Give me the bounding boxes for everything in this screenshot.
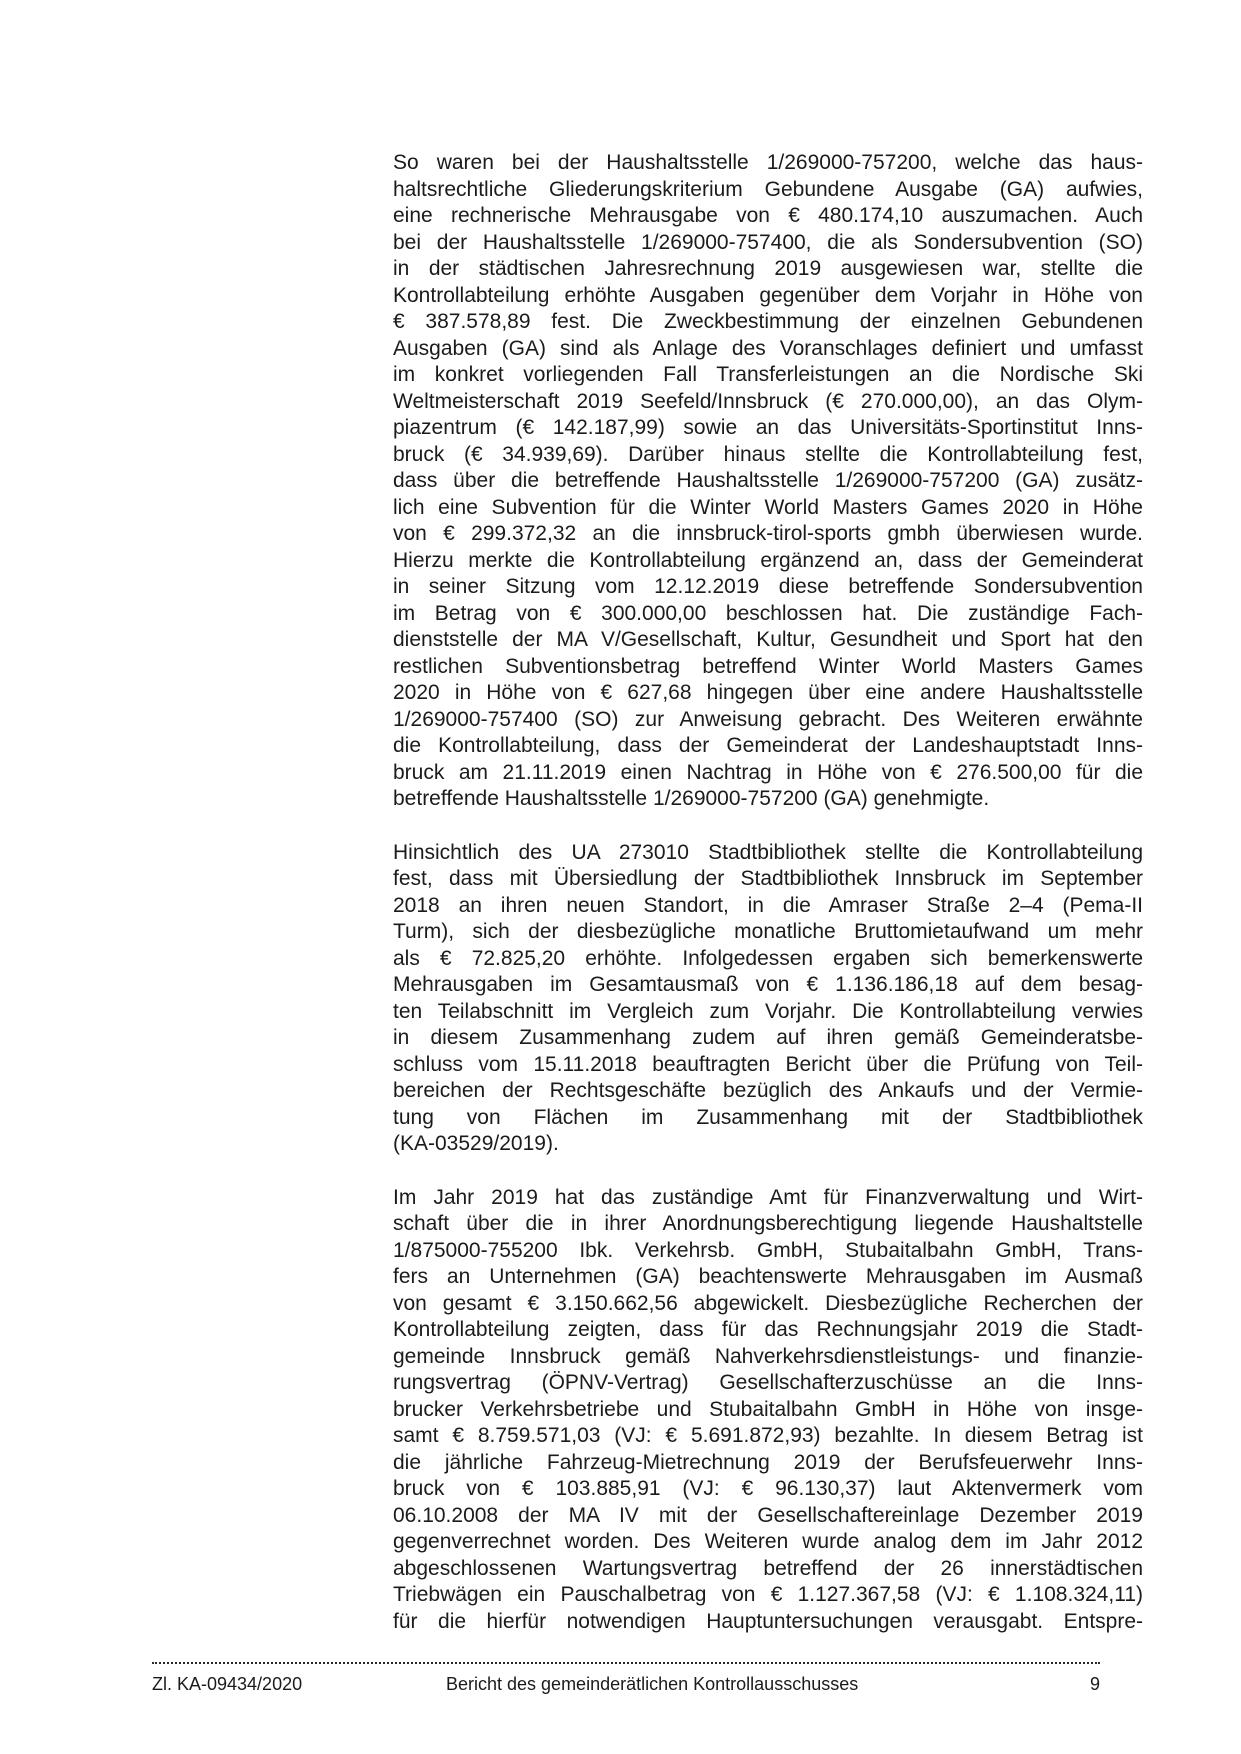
text-line: in der städtischen Jahresrechnung 2019 ausgewiesen war, stellte die (393, 257, 1143, 280)
footer-doc-title: Bericht des gemeinderätlichen Kontrollausschusses (446, 1674, 859, 1694)
text-line: ten Teilabschnitt im Vergleich zum Vorjahr. Die Kontrollabteilung verwies (393, 999, 1143, 1023)
text-line: € 387.578,89 fest. Die Zweckbestimmung der einzelnen Gebundenen (393, 310, 1143, 333)
text-line: Weltmeisterschaft 2019 Seefeld/Innsbruck (€ 270.000,00), an das Olym- (393, 389, 1143, 413)
text-line: haltsrechtliche Gliederungskriterium Gebundene Ausgabe (GA) aufwies, (393, 177, 1143, 201)
text-line: von € 299.372,32 an die innsbruck-tirol-sports gmbh überwiesen wurde. (393, 522, 1143, 545)
text-line: bruck von € 103.885,91 (VJ: € 96.130,37) laut Aktenvermerk vom (393, 1477, 1143, 1500)
footer-doc-number: Zl. KA-09434/2020 (152, 1674, 303, 1694)
text-line: eine rechnerische Mehrausgabe von € 480.174,10 auszumachen. Auch (393, 204, 1143, 227)
text-line: schaft über die in ihrer Anordnungsberechtigung liegende Haushaltstelle (393, 1212, 1143, 1235)
text-line: die Kontrollabteilung, dass der Gemeinderat der Landeshauptstadt Inns- (393, 734, 1143, 757)
text-line: die jährliche Fahrzeug-Mietrechnung 2019 der Berufsfeuerwehr Inns- (393, 1450, 1143, 1474)
text-line: abgeschlossenen Wartungsvertrag betreffend der 26 innerstädtischen (393, 1556, 1143, 1580)
text-line: brucker Verkehrsbetriebe und Stubaitalbahn GmbH in Höhe von insge- (393, 1397, 1143, 1421)
text-line: Turm), sich der diesbezügliche monatliche Bruttomietaufwand um mehr (393, 920, 1143, 943)
text-line: restlichen Subventionsbetrag betreffend Winter World Masters Games (393, 654, 1143, 678)
text-line: als € 72.825,20 erhöhte. Infolgedessen ergaben sich bemerkenswerte (393, 946, 1143, 970)
text-line: (KA-03529/2019). (393, 1132, 559, 1155)
text-line: So waren bei der Haushaltsstelle 1/269000-757200, welche das haus- (393, 151, 1143, 174)
text-line: fers an Unternehmen (GA) beachtenswerte Mehrausgaben im Ausmaß (393, 1265, 1143, 1288)
text-line: 1/875000-755200 Ibk. Verkehrsb. GmbH, Stubaitalbahn GmbH, Trans- (393, 1238, 1143, 1262)
page-footer (152, 1673, 1100, 1695)
body-text (393, 150, 1143, 1662)
text-line: gegenverrechnet worden. Des Weiteren wurde analog dem im Jahr 2012 (393, 1530, 1143, 1553)
text-line: im Betrag von € 300.000,00 beschlossen hat. Die zuständige Fach- (393, 601, 1143, 625)
text-line: Mehrausgaben im Gesamtausmaß von € 1.136.186,18 auf dem besag- (393, 973, 1143, 996)
text-line: in diesem Zusammenhang zudem auf ihren gemäß Gemeinderatsbe- (393, 1026, 1143, 1049)
text-line: 06.10.2008 der MA IV mit der Gesellschaftereinlage Dezember 2019 (393, 1503, 1143, 1527)
text-line: fest, dass mit Übersiedlung der Stadtbibliothek Innsbruck im September (393, 867, 1143, 890)
text-line: bruck (€ 34.939,69). Darüber hinaus stellte die Kontrollabteilung fest, (393, 442, 1143, 466)
text-line: piazentrum (€ 142.187,99) sowie an das Universitäts-Sportinstitut Inns- (393, 416, 1143, 439)
text-line: im konkret vorliegenden Fall Transferleistungen an die Nordische Ski (393, 363, 1143, 386)
text-line: betreffende Haushaltsstelle 1/269000-757200 (GA) genehmigte. (393, 787, 990, 810)
text-line: Triebwägen ein Pauschalbetrag von € 1.127.367,58 (VJ: € 1.108.324,11) (393, 1583, 1143, 1606)
paragraph-transport (393, 1185, 1143, 1636)
text-line: Kontrollabteilung zeigten, dass für das Rechnungsjahr 2019 die Stadt- (393, 1318, 1143, 1341)
text-line: Ausgaben (GA) sind als Anlage des Voranschlages definiert und umfasst (393, 336, 1143, 360)
text-line: Hinsichtlich des UA 273010 Stadtbibliothek stellte die Kontrollabteilung (393, 840, 1143, 864)
text-line: Kontrollabteilung erhöhte Ausgaben gegenüber dem Vorjahr in Höhe von (393, 283, 1143, 307)
text-line: samt € 8.759.571,03 (VJ: € 5.691.872,93) bezahlte. In diesem Betrag ist (393, 1424, 1143, 1447)
text-line: rungsvertrag (ÖPNV-Vertrag) Gesellschafterzuschüsse an die Inns- (393, 1371, 1143, 1394)
text-line: bruck am 21.11.2019 einen Nachtrag in Höhe von € 276.500,00 für die (393, 760, 1143, 784)
text-line: Im Jahr 2019 hat das zuständige Amt für Finanzverwaltung und Wirt- (393, 1185, 1143, 1209)
text-line: von gesamt € 3.150.662,56 abgewickelt. Diesbezügliche Recherchen der (393, 1291, 1143, 1315)
text-line: 1/269000-757400 (SO) zur Anweisung gebracht. Des Weiteren erwähnte (393, 707, 1143, 731)
text-line: lich eine Subvention für die Winter World Masters Games 2020 in Höhe (393, 495, 1143, 519)
text-line: schluss vom 15.11.2018 beauftragten Bericht über die Prüfung von Teil- (393, 1052, 1143, 1076)
footer-divider (152, 1662, 1100, 1664)
text-line: 2020 in Höhe von € 627,68 hingegen über eine andere Haushaltsstelle (393, 681, 1143, 704)
paragraph-subsidies (393, 150, 1143, 813)
text-line: Hierzu merkte die Kontrollabteilung ergänzend an, dass der Gemeinderat (393, 548, 1143, 572)
text-line: dass über die betreffende Haushaltsstelle 1/269000-757200 (GA) zusätz- (393, 469, 1143, 492)
text-line: dienststelle der MA V/Gesellschaft, Kultur, Gesundheit und Sport hat den (393, 628, 1143, 651)
text-line: für die hierfür notwendigen Hauptuntersuchungen verausgabt. Entspre- (393, 1609, 1143, 1633)
text-line: gemeinde Innsbruck gemäß Nahverkehrsdienstleistungs- und finanzie- (393, 1344, 1143, 1368)
paragraph-library (393, 840, 1143, 1158)
text-line: bei der Haushaltsstelle 1/269000-757400, die als Sondersubvention (SO) (393, 230, 1143, 254)
footer-page-number: 9 (1089, 1674, 1100, 1694)
text-line: tung von Flächen im Zusammenhang mit der Stadtbibliothek (393, 1105, 1143, 1129)
text-line: bereichen der Rechtsgeschäfte bezüglich des Ankaufs und der Vermie- (393, 1079, 1143, 1102)
text-line: 2018 an ihren neuen Standort, in die Amraser Straße 2–4 (Pema-II (393, 893, 1143, 917)
text-line: in seiner Sitzung vom 12.12.2019 diese betreffende Sondersubvention (393, 575, 1143, 598)
